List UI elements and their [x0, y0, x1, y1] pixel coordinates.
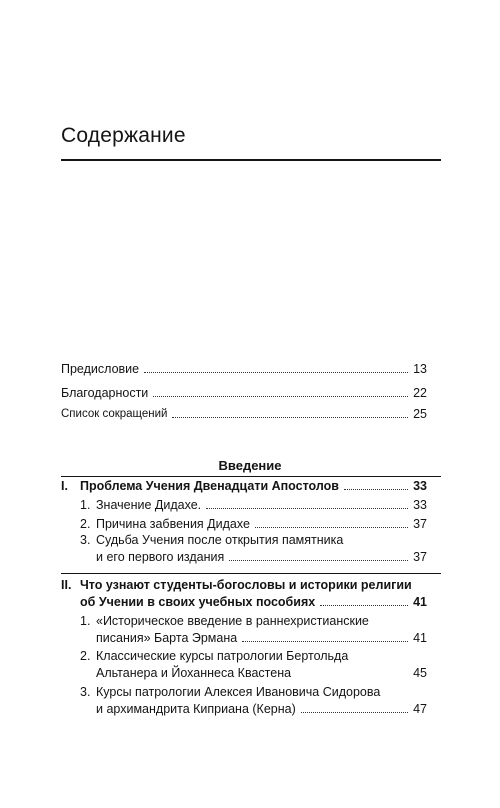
toc-subentry-line[interactable] — [80, 684, 380, 700]
toc-entry-label: Предисловие — [61, 362, 140, 376]
toc-entry-label: Судьба Учения после открытия памятника — [96, 533, 344, 547]
toc-entry-label: Классические курсы патрологии Бертольда — [96, 649, 349, 663]
toc-entry-acknowledgements[interactable] — [61, 385, 427, 401]
dot-leader — [301, 712, 408, 713]
toc-entry-label: «Историческое введение в раннехристианские — [96, 614, 369, 628]
toc-subentry[interactable] — [96, 549, 427, 565]
toc-entry-page: 13 — [413, 362, 427, 376]
toc-entry-label: Причина забвения Дидахе — [96, 517, 250, 531]
toc-entry-label: Благодарности — [61, 386, 149, 400]
toc-part-1[interactable] — [61, 478, 427, 494]
item-number: 2. — [80, 649, 91, 663]
item-number: 1. — [80, 498, 91, 512]
toc-subentry[interactable] — [96, 630, 427, 646]
part-number: II. — [61, 578, 72, 592]
dot-leader — [172, 417, 408, 418]
dot-leader — [255, 527, 408, 528]
dot-leader — [296, 676, 408, 677]
toc-subentry-line[interactable] — [80, 648, 348, 664]
toc-part-2-line[interactable] — [61, 577, 412, 593]
toc-subentry[interactable] — [80, 516, 427, 532]
toc-entry-label: писания» Барта Эрмана — [96, 631, 238, 645]
item-number: 2. — [80, 517, 91, 531]
item-number: 3. — [80, 533, 91, 547]
toc-entry-label: Значение Дидахе. — [96, 498, 202, 512]
dot-leader — [344, 489, 408, 490]
dot-leader — [229, 560, 408, 561]
toc-entry-label: и архимандрита Киприана (Керна) — [96, 702, 296, 716]
toc-part-2[interactable] — [80, 594, 427, 610]
toc-entry-page: 37 — [413, 517, 427, 531]
toc-subentry-line[interactable] — [80, 532, 343, 548]
toc-subentry[interactable] — [80, 497, 427, 513]
toc-entry-page: 22 — [413, 386, 427, 400]
toc-entry-page: 37 — [413, 550, 427, 564]
toc-entry-page: 45 — [413, 666, 427, 680]
page-title: Содержание — [61, 124, 186, 147]
part-number: I. — [61, 479, 68, 493]
toc-entry-page: 33 — [413, 498, 427, 512]
toc-entry-page: 41 — [413, 631, 427, 645]
part-divider — [61, 573, 441, 574]
dot-leader — [242, 641, 408, 642]
toc-entry-label: Курсы патрологии Алексея Ивановича Сидорова — [96, 685, 381, 699]
toc-entry-page: 25 — [413, 407, 427, 421]
item-number: 1. — [80, 614, 91, 628]
toc-entry-label: Альтанера и Йоханнеса Квастена — [96, 666, 292, 680]
toc-entry-preface[interactable] — [61, 361, 427, 377]
part-label: Проблема Учения Двенадцати Апостолов — [80, 479, 339, 493]
section-heading: Введение — [218, 458, 282, 473]
dot-leader — [206, 508, 408, 509]
dot-leader — [144, 372, 408, 373]
toc-entry-page: 41 — [413, 595, 427, 609]
toc-entry-abbreviations[interactable] — [61, 406, 427, 422]
title-divider — [61, 159, 441, 161]
part-label: Что узнают студенты-богословы и историки религии — [80, 578, 412, 592]
section-divider — [61, 476, 441, 477]
part-label: об Учении в своих учебных пособиях — [80, 595, 316, 609]
toc-subentry[interactable] — [96, 701, 427, 717]
toc-entry-label: и его первого издания — [96, 550, 225, 564]
toc-subentry-line[interactable] — [80, 613, 369, 629]
dot-leader — [153, 396, 408, 397]
item-number: 3. — [80, 685, 91, 699]
dot-leader — [320, 605, 408, 606]
toc-subentry[interactable] — [96, 665, 427, 681]
toc-entry-page: 33 — [413, 479, 427, 493]
toc-entry-label: Список сокращений — [61, 408, 168, 420]
toc-entry-page: 47 — [413, 702, 427, 716]
